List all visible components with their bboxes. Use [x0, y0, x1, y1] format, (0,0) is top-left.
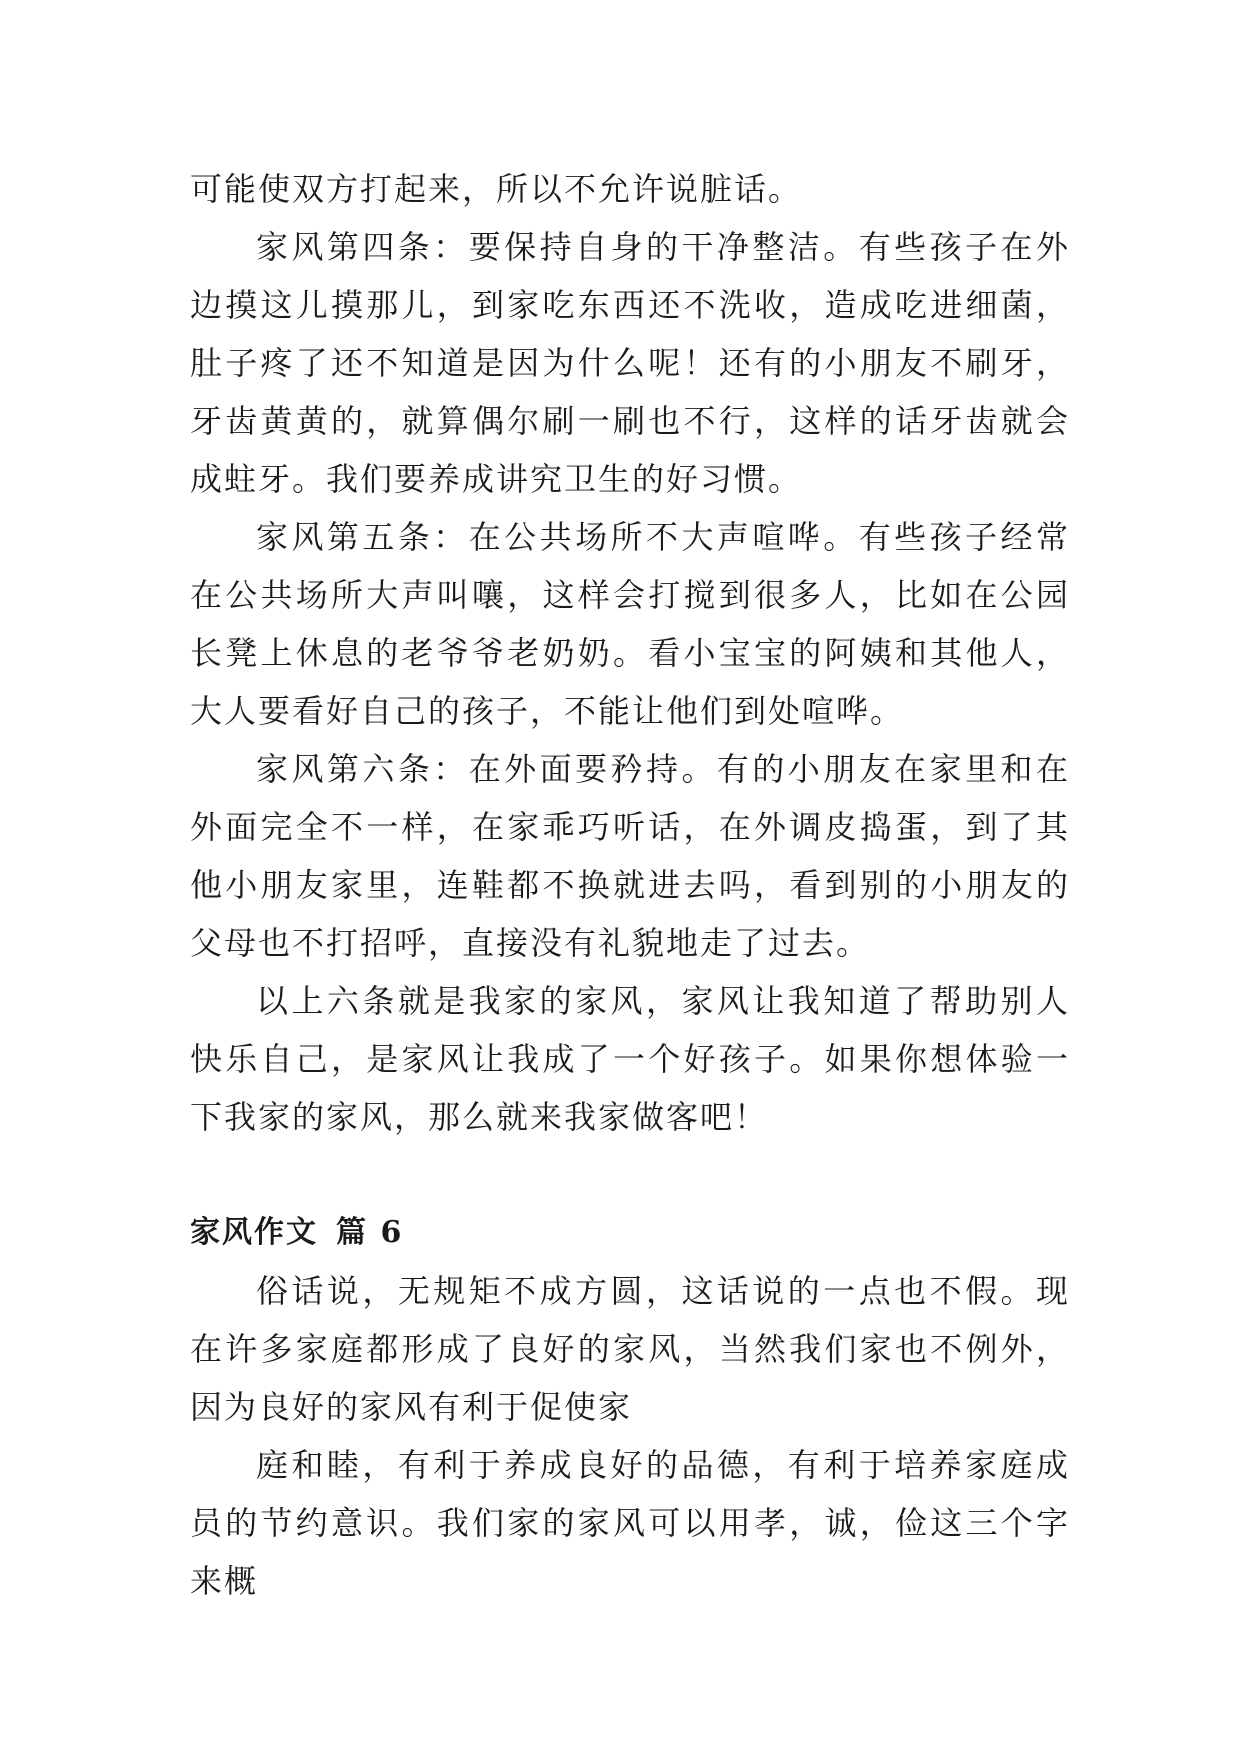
document-body	[190, 160, 1070, 1610]
section-number: 篇 6	[336, 1215, 404, 1250]
paragraph-section6-intro: 俗话说，无规矩不成方圆，这话说的一点也不假。现在许多家庭都形成了良好的家风，当然我们家也不例外，因为良好的家风有利于促使家	[190, 1272, 1070, 1426]
section-title: 家风作文	[190, 1215, 318, 1250]
paragraph-conclusion: 以上六条就是我家的家风，家风让我知道了帮助别人快乐自己，是家风让我成了一个好孩子。如果你想体验一下我家的家风，那么就来我家做客吧！	[190, 982, 1070, 1136]
paragraph-rule-four: 家风第四条：要保持自身的干净整洁。有些孩子在外边摸这儿摸那儿，到家吃东西还不洗收，造成吃进细菌，肚子疼了还不知道是因为什么呢！还有的小朋友不刷牙，牙齿黄黄的，就算偶尔刷一刷也不行，这样的话牙齿就会成蛀牙。我们要养成讲究卫生的好习惯。	[190, 228, 1070, 498]
paragraph-rule-six: 家风第六条：在外面要矜持。有的小朋友在家里和在外面完全不一样，在家乖巧听话，在外调皮捣蛋，到了其他小朋友家里，连鞋都不换就进去吗，看到别的小朋友的父母也不打招呼，直接没有礼貌地走了过去。	[190, 750, 1070, 962]
section-heading	[190, 1204, 1070, 1262]
paragraph-rule-five: 家风第五条：在公共场所不大声喧哗。有些孩子经常在公共场所大声叫嚷，这样会打搅到很多人，比如在公园长凳上休息的老爷爷老奶奶。看小宝宝的阿姨和其他人，大人要看好自己的孩子，不能让他们到处喧哗。	[190, 518, 1070, 730]
paragraph-continued: 可能使双方打起来，所以不允许说脏话。	[190, 170, 803, 208]
paragraph-section6-continued: 庭和睦，有利于养成良好的品德，有利于培养家庭成员的节约意识。我们家的家风可以用孝，诚，俭这三个字来概	[190, 1446, 1070, 1600]
